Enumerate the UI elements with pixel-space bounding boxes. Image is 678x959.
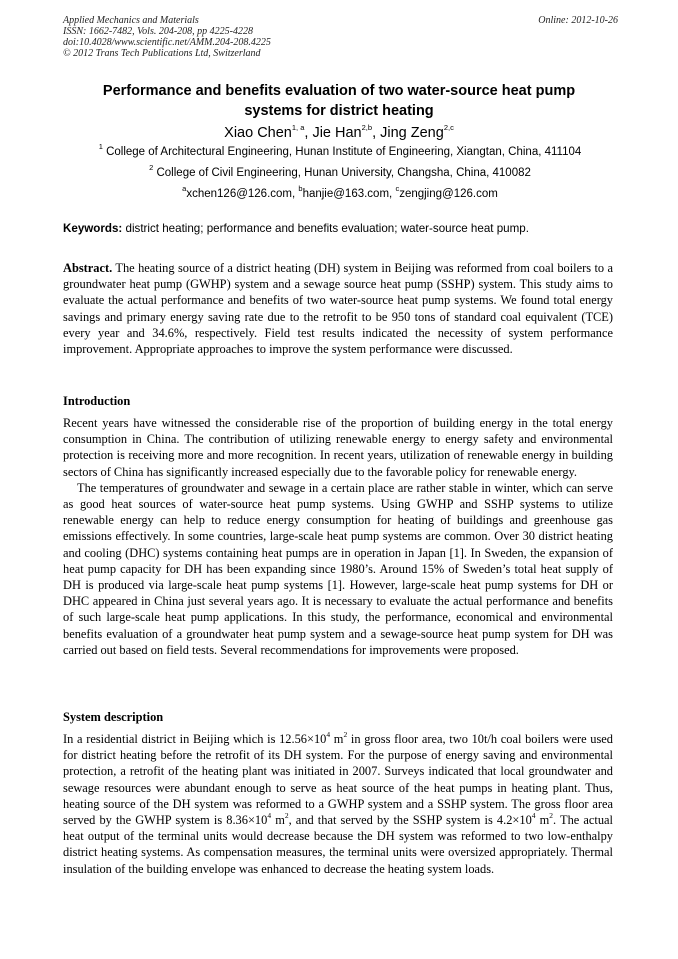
affiliation-text: College of Civil Engineering, Hunan University, Changsha, China, 410082 xyxy=(156,167,531,179)
paper-title-line-1: Performance and benefits evaluation of two water-source heat pump xyxy=(102,83,576,99)
paragraph: The temperatures of groundwater and sewage in a certain place are rather stable in winter, which can serve as good heat sources of water-source heat pump systems. Using GWHP and SSHP systems to utilize renewable energy can help to reduce energy consumption for heating of buildings and greenhouse gas emissions effectively. In some countries, large-scale heat pump systems are common. Over 30 district heating and cooling (DHC) systems containing heat pumps are in operation in Japan [1]. In Sweden, the expansion of heat pump capacity for DH has been expanding since 1980’s. Around 15% of Sweden’s total heat supply of DH is produced via large-scale heat pump systems [1]. However, large-scale heat pump systems for DH or DHC appeared in China just several years ago. It is necessary to evaluate the actual performance and benefits of such large-scale heat pump applications. In this study, the performance, economical and environmental benefits evaluation of a groundwater heat pump system and a sewage-source heat pump system for DH was carried out based on field tests. Several recommendations for improvements were proposed. xyxy=(63,480,613,657)
keywords-label: Keywords: xyxy=(63,222,123,235)
section-heading-introduction: Introduction xyxy=(63,394,131,408)
paragraph: In a residential district in Beijing which is $12.56\times 10^4$ $m^2$ in gross floor area, two 10t/h coal boilers were used for district heating before the retrofit of its DH system. For the purpose of energy saving and environmental protection, a retrofit of the heating plant was initiated in 2007. Surveys indicated that local groundwater and sewage resources were abundant enough to serve as heat source of the heat pumps in heating plant. Thus, heating source of the DH system was reformed to a GWHP system and a SSHP system. The gross floor area served by the GWHP system is $8.36\times 10^4$ $m^2$, and that served by the SSHP system is $4.2\times 10^4$ $m^2$. The actual heat output of the terminal units would decrease because the DH system was reformed to two low-enthalpy district heating systems. As compensation measures, the terminal units were oversized appropriately. Thermal insulation of the building envelope was enhanced to decrease the heating system loads. xyxy=(63,729,613,876)
keywords-text: district heating; performance and benefits evaluation; water-source heat pump. xyxy=(122,222,529,235)
paragraph: Recent years have witnessed the considerable rise of the proportion of building energy in the total energy consumption in China. The contribution of utilizing renewable energy to energy safety and environmental protection is receiving more and more recognition. In recent years, utilization of renewable energy in building sectors of China has significantly increased especially due to the favorable policy for renewable energy. xyxy=(63,416,613,479)
journal-doi: doi:10.4028/www.scientific.net/AMM.204-208.4225 xyxy=(63,37,271,48)
email-text: zengjing@126.com xyxy=(399,188,498,200)
email-mark: b xyxy=(298,184,303,194)
email-mark: c xyxy=(395,184,400,194)
paper-title-line-2: systems for district heating xyxy=(244,103,434,119)
email-mark: a xyxy=(182,184,187,194)
online-date: Online: 2012-10-26 xyxy=(538,15,618,26)
author-name: Xiao Chen xyxy=(224,125,292,141)
journal-header xyxy=(63,15,618,59)
author-name: Jing Zeng xyxy=(380,125,444,141)
abstract-text: The heating source of a district heating (DH) system in Beijing was reformed from coal boilers to a groundwater heat pump (GWHP) system and a sewage source heat pump (SSHP) system. This study aims to evaluate the actual performance and benefits of two water-source heat pump systems. We found total energy savings and primary energy saving rate due to the retrofit to be 950 tons of standard coal equivalent (TCE) every year and 34.6%, respectively. Field test results indicated the necessity of system performance improvement. Appropriate approaches to improve the system performance were discussed. xyxy=(63,261,613,357)
journal-issn: ISSN: 1662-7482, Vols. 204-208, pp 4225-4228 xyxy=(63,26,253,37)
affiliation-text: College of Architectural Engineering, Hunan Institute of Engineering, Xiangtan, China, 411104 xyxy=(106,146,582,158)
section-heading-system-description: System description xyxy=(63,710,164,724)
author-name: Jie Han xyxy=(312,125,362,141)
author-list: Xiao Chen$^{1, a}$, Jie Han$^{2,b}$, Jing Zeng$^{2,c}$ xyxy=(224,123,454,141)
affiliation-mark: 2 xyxy=(149,163,154,173)
abstract-label: Abstract. xyxy=(63,261,113,275)
paper-title xyxy=(60,81,618,121)
author-mark: 1, a xyxy=(291,123,305,133)
system-description-body xyxy=(63,731,613,877)
journal-name: Applied Mechanics and Materials xyxy=(63,15,199,26)
abstract xyxy=(63,260,613,357)
affiliation-mark: 1 xyxy=(98,142,103,152)
affiliation-1 xyxy=(40,142,640,159)
author-mark: 2,b xyxy=(361,123,373,133)
keywords xyxy=(63,222,623,236)
email-text: hanjie@163.com, xyxy=(302,188,396,200)
journal-copyright: © 2012 Trans Tech Publications Ltd, Switzerland xyxy=(63,48,261,59)
author-mark: 2,c xyxy=(443,123,454,133)
email-text: xchen126@126.com, xyxy=(186,188,299,200)
email-list xyxy=(40,184,640,201)
introduction-body xyxy=(63,415,613,658)
affiliation-2 xyxy=(40,163,640,180)
